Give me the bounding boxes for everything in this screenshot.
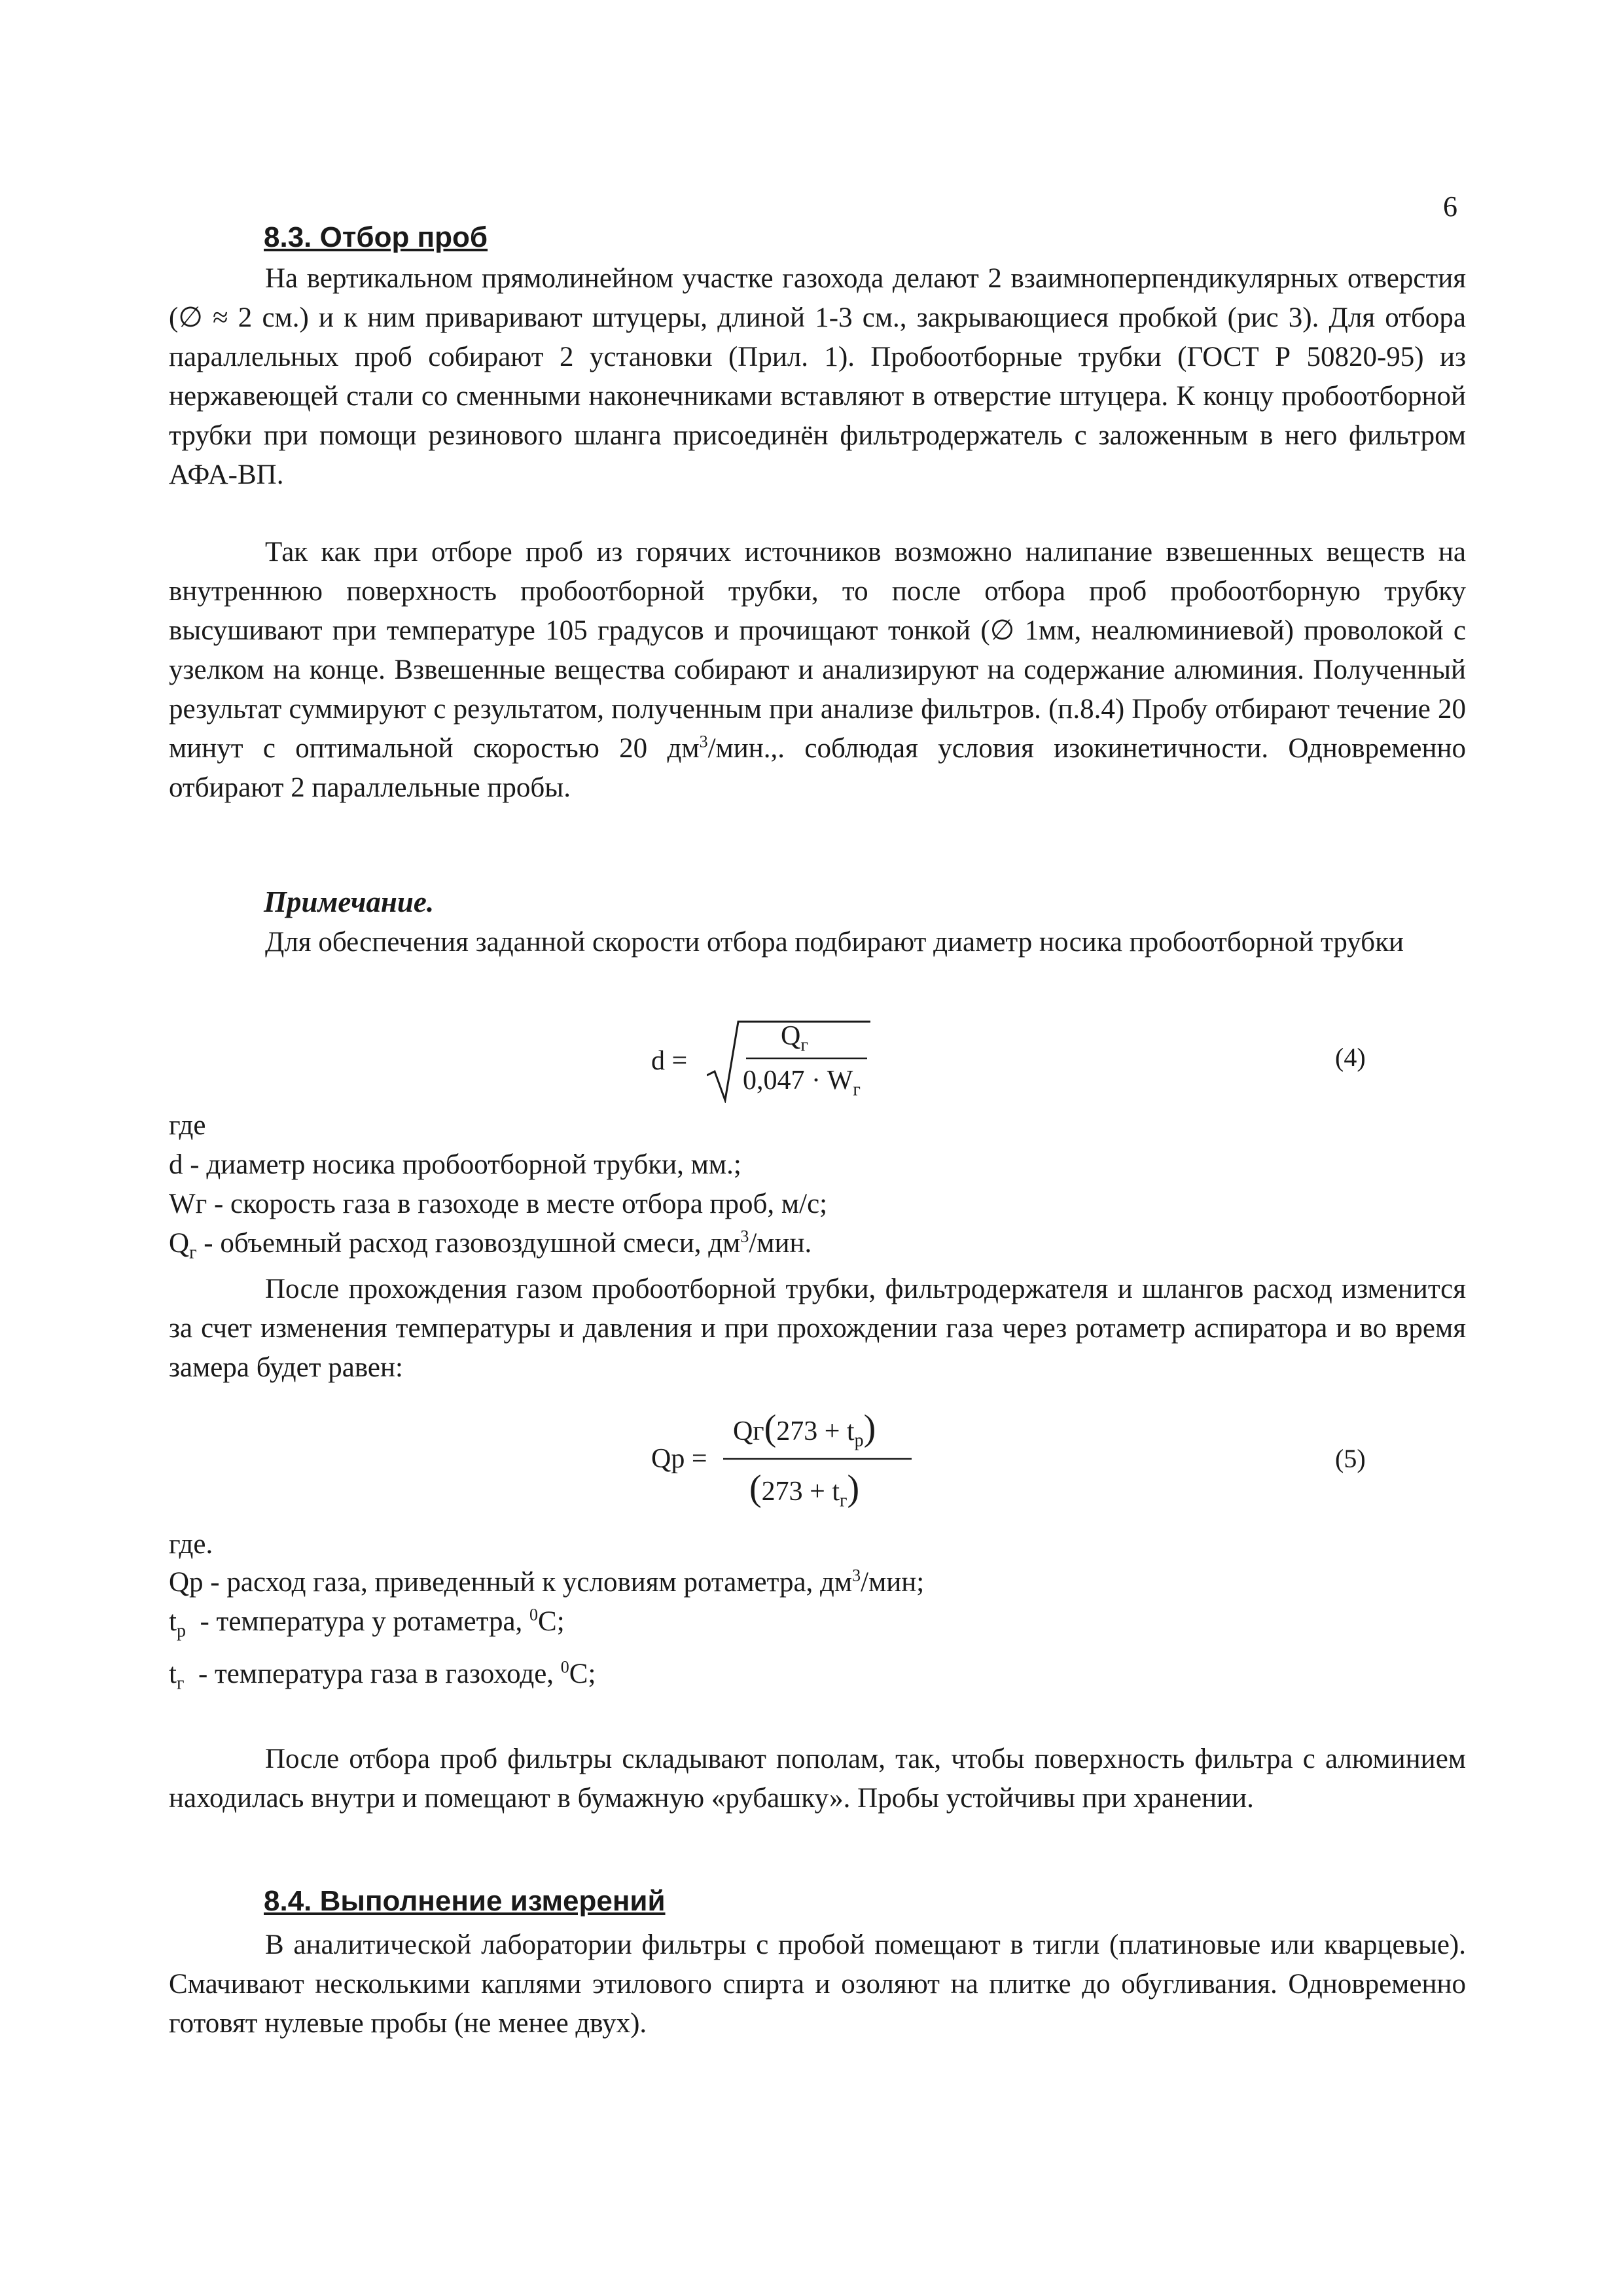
page-number: 6: [1443, 190, 1457, 223]
formula-denominator: $0,047 \cdot W_г$: [743, 1066, 861, 1100]
where-label: где.: [169, 1529, 213, 1560]
formula-numerator: $Qг(273 + t_p)$: [733, 1408, 876, 1451]
fraction-bar: [723, 1457, 913, 1461]
paragraph-text: Так как при отборе проб из горячих источников возможно налипание взвешенных веществ на внутреннюю поверхность пробоотборной трубки, то после отбора проб пробоотборную трубку высушивают при температуре 105 градусов и прочищают тонкой (∅ 1мм, неалюминиевой) проволокой с узелком на конце. Взвешенные вещества собирают и анализируют на содержание алюминия. Полученный результат суммируют с результатом, полученным при анализе фильтров. (п.8.4) Пробу отбирают течение 20 минут с оптимальной скоростью 20 дм: [169, 537, 1466, 764]
formula-denominator: $(273 + t_г)$: [749, 1468, 860, 1511]
section-heading-8-4: 8.4. Выполнение измерений: [264, 1885, 666, 1917]
definition-qp: Qp - расход газа, приведенный к условиям ротаметра, $дм^3$/мин;: [169, 1566, 925, 1598]
paragraph-sampling-setup: [169, 259, 1466, 495]
definition-d: d - диаметр носика пробоотборной трубки, мм.;: [169, 1149, 741, 1180]
definition-tp: $t_p$ - температура у ротаметра, $^0$C;: [169, 1605, 565, 1641]
paragraph-text: После отбора проб фильтры складывают пополам, так, чтобы поверхность фильтра с алюминием находилась внутри и помещают в бумажную «рубашку». Пробы устойчивы при хранении.: [169, 1744, 1466, 1814]
formula-4: [651, 1018, 913, 1103]
note-title: Примечание.: [264, 886, 435, 918]
paragraph-hot-sources: [169, 533, 1466, 808]
paragraph-measurement: [169, 1926, 1466, 2043]
definition-tg: $t_г$ - температура газа в газоходе, $^0$C;: [169, 1657, 596, 1694]
paragraph-text: /мин.,. соблюдая условия изокинетичности. Одновременно отбирают 2 параллельные пробы.: [169, 733, 1466, 803]
definition-w: Wг - скорость газа в газоходе в месте отбора проб, м/с;: [169, 1189, 828, 1219]
superscript: 3: [699, 732, 708, 751]
equation-number-4: (4): [1335, 1043, 1366, 1072]
formula-5: [651, 1394, 946, 1512]
paragraph-text: В аналитической лаборатории фильтры с пробой помещают в тигли (платиновые или кварцевые). Смачивают несколькими каплями этилового спирта и озоляют на плитке до обугливания. Одновременно готовят нулевые пробы (не менее двух).: [169, 1929, 1466, 2039]
formula-lhs: d =: [651, 1046, 688, 1076]
where-label: где: [169, 1110, 206, 1141]
section-heading-8-3: 8.3. Отбор проб: [264, 221, 488, 253]
paragraph-text: На вертикальном прямолинейном участке газохода делают 2 взаимноперпендикулярных отверстия (∅ ≈ 2 см.) и к ним приваривают штуцеры, длиной 1-3 см., закрывающиеся пробкой (рис 3). Для отбора параллельных проб собирают 2 установки (Прил. 1). Пробоотборные трубки (ГОСТ Р 50820-95) из нержавеющей стали со сменными наконечниками вставляют в отверстие штуцера. К концу пробоотборной трубки при помощи резинового шланга присоединён фильтродержатель с заложенным в него фильтром АФА-ВП.: [169, 263, 1466, 490]
paragraph-text: Для обеспечения заданной скорости отбора подбирают диаметр носика пробоотборной трубки: [265, 927, 1404, 958]
formula-lhs: Qp =: [651, 1444, 707, 1474]
equation-number-5: (5): [1335, 1444, 1366, 1473]
formula-numerator: $Q_г$: [781, 1021, 808, 1056]
definition-q: $Q_г$ - объемный расход газовоздушной смеси, $дм^3$/мин.: [169, 1227, 812, 1263]
paragraph-text: После прохождения газом пробоотборной трубки, фильтродержателя и шлангов расход изменится за счет изменения температуры и давления и при прохождении газа через ротаметр аспиратора и во время замера будет равен:: [169, 1274, 1466, 1383]
paragraph-flow-change: [169, 1270, 1466, 1388]
paragraph-storage: [169, 1740, 1466, 1818]
note-paragraph: [169, 923, 1466, 962]
